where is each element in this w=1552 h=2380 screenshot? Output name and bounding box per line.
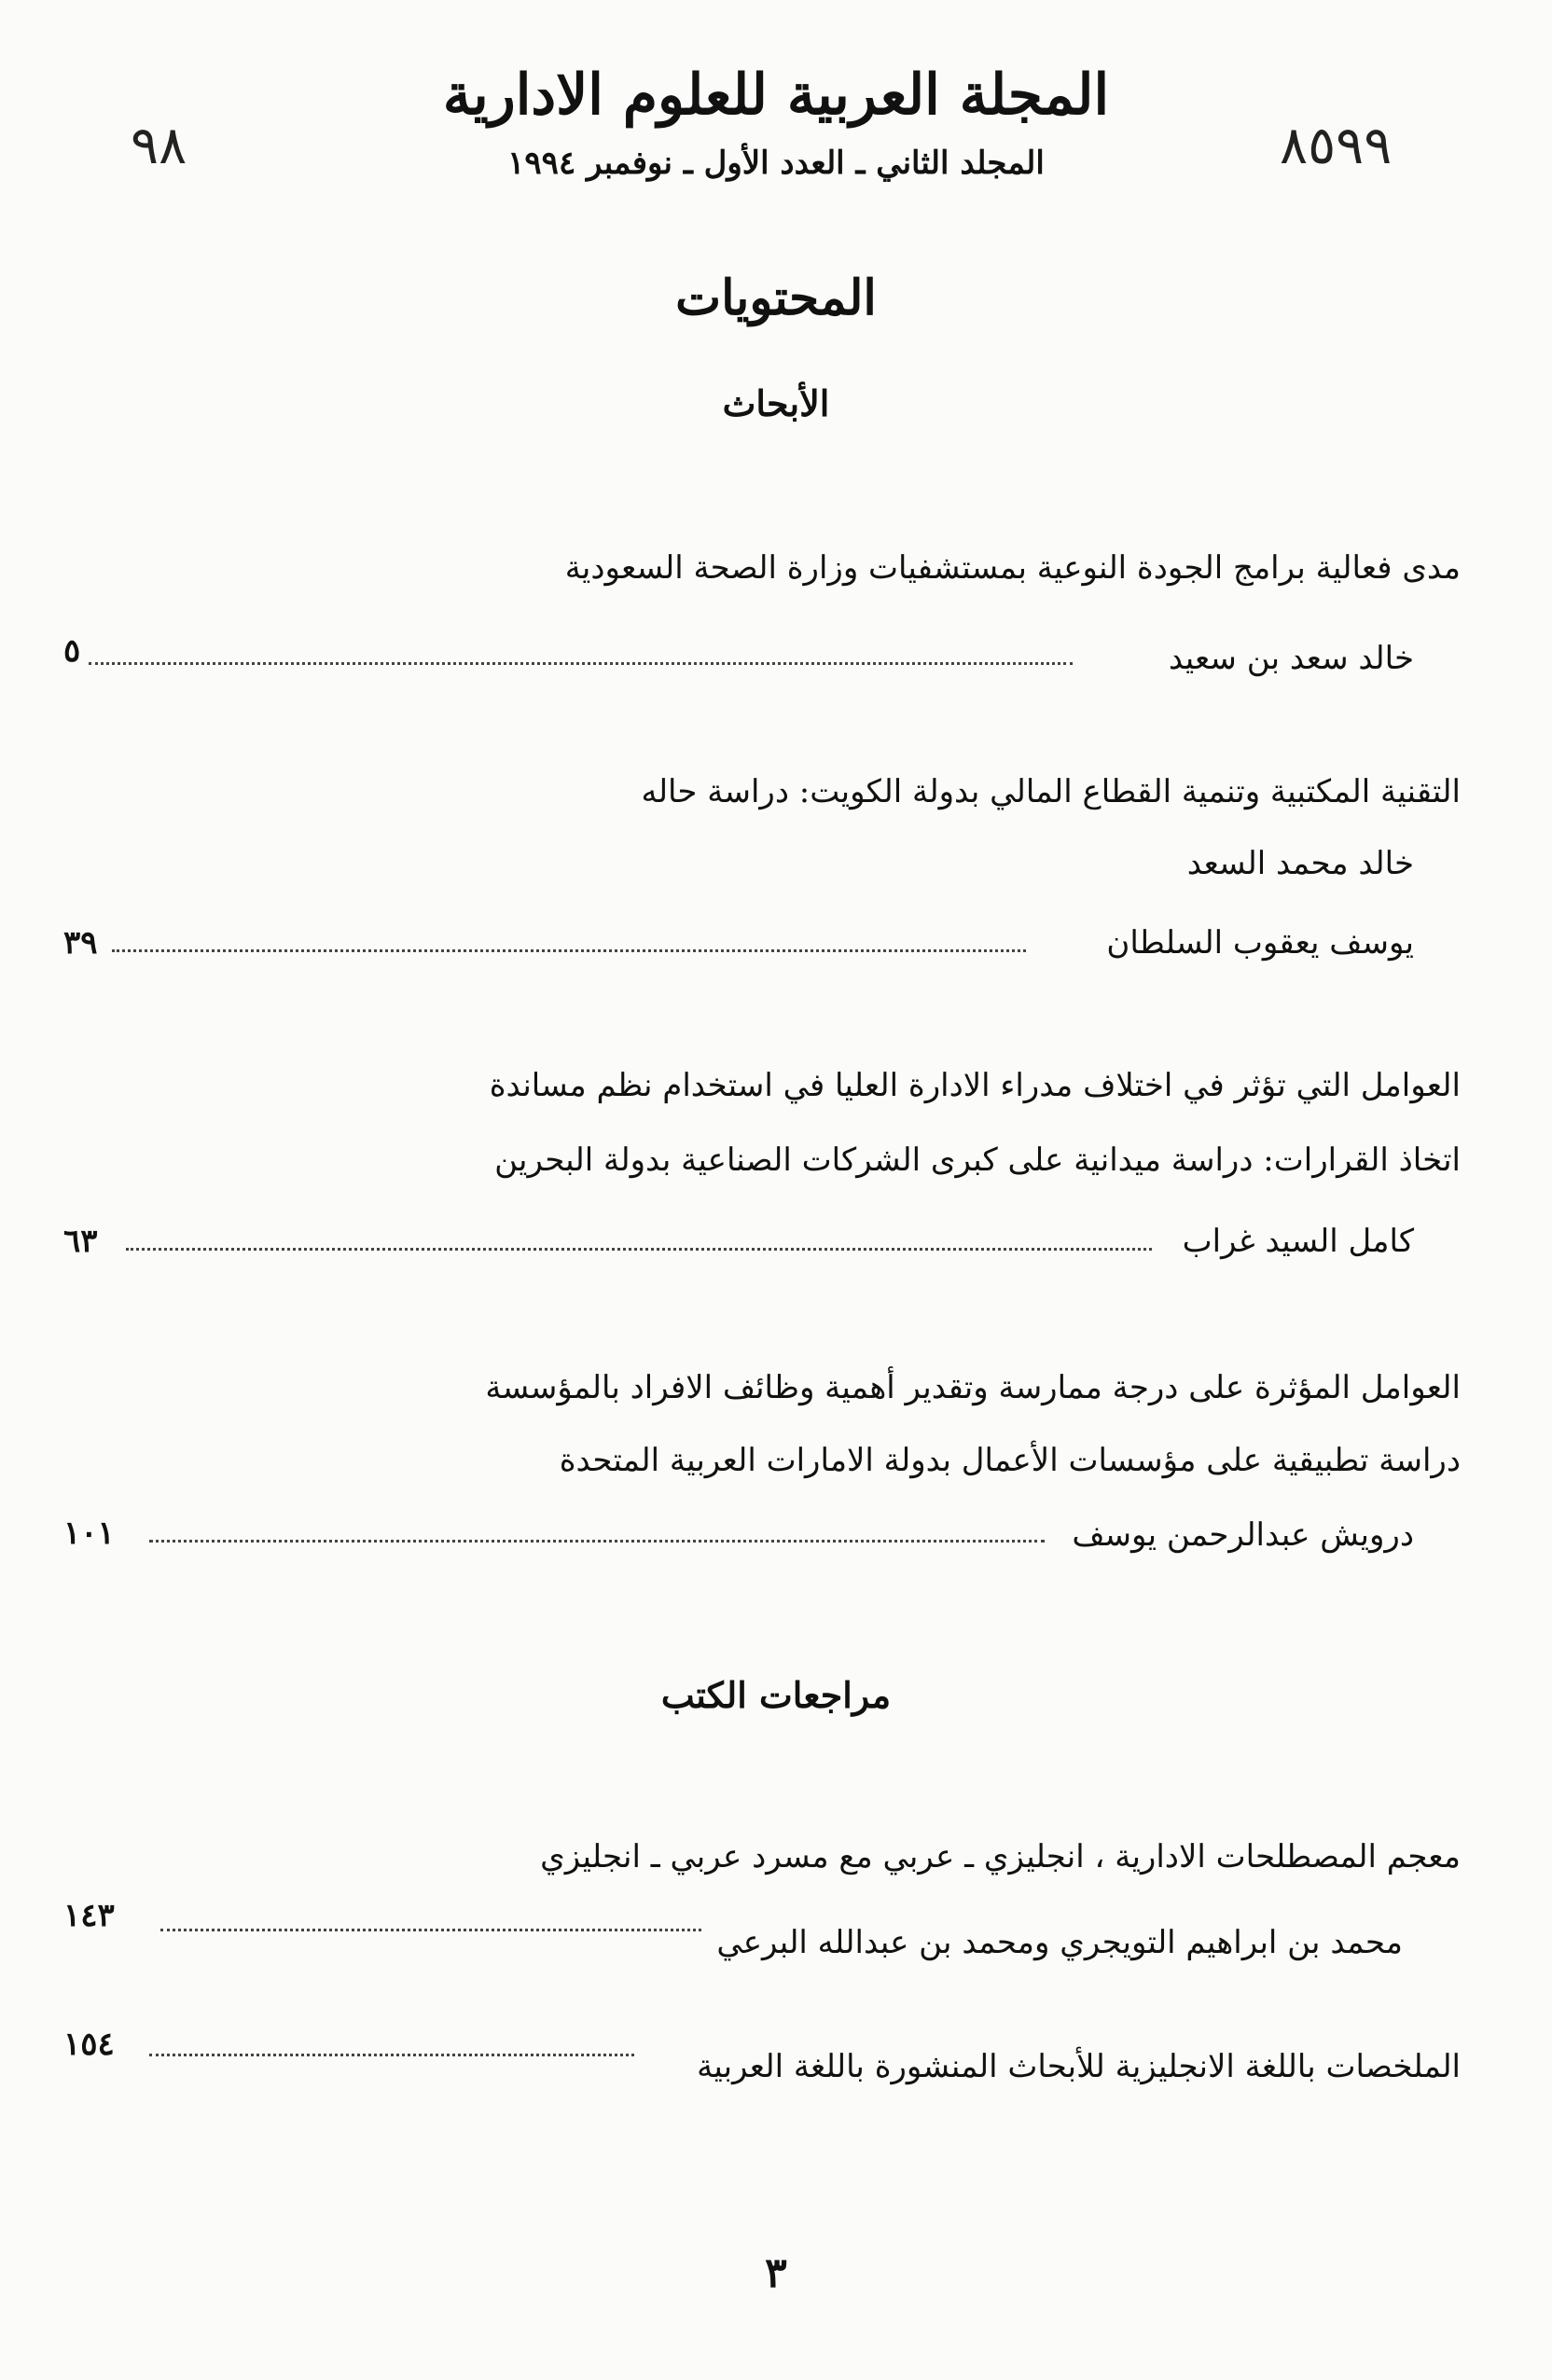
- entry-author: يوسف يعقوب السلطان: [1106, 924, 1414, 962]
- dot-leader: [160, 1927, 701, 1931]
- reviews-heading: مراجعات الكتب: [660, 1674, 892, 1716]
- dot-leader: [149, 2052, 634, 2056]
- entry-page: ٥: [63, 632, 81, 670]
- entry-page: ١٥٤: [63, 2026, 115, 2063]
- entry-author: محمد بن ابراهيم التويجري ومحمد بن عبدالله البرعي: [716, 1924, 1403, 1961]
- handwritten-note-right: ٨٥٩٩: [1280, 116, 1393, 176]
- contents-title: المحتويات: [675, 270, 877, 326]
- research-heading: الأبحاث: [722, 382, 830, 424]
- dot-leader: [112, 948, 1026, 952]
- entry-title: التقنية المكتبية وتنمية القطاع المالي بدولة الكويت: دراسة حاله: [641, 773, 1461, 810]
- entry-title: العوامل التي تؤثر في اختلاف مدراء الادارة العليا في استخدام نظم مساندة: [489, 1067, 1461, 1104]
- entry-title: معجم المصطلحات الادارية ، انجليزي ـ عربي مع مسرد عربي ـ انجليزي: [540, 1838, 1461, 1875]
- entry-page: ١٤٣: [63, 1897, 115, 1934]
- entry-title: الملخصات باللغة الانجليزية للأبحاث المنشورة باللغة العربية: [697, 2048, 1461, 2085]
- handwritten-note-left: ٩٨: [131, 116, 187, 176]
- entry-title: العوامل المؤثرة على درجة ممارسة وتقدير أهمية وظائف الافراد بالمؤسسة: [485, 1369, 1461, 1406]
- entry-author: خالد محمد السعد: [1186, 845, 1414, 882]
- dot-leader: [126, 1246, 1152, 1251]
- dot-leader: [89, 660, 1073, 665]
- entry-page: ٦٣: [63, 1223, 98, 1260]
- entry-page: ١٠١: [63, 1515, 115, 1552]
- entry-page: ٣٩: [63, 924, 98, 962]
- entry-author: درويش عبدالرحمن يوسف: [1072, 1516, 1414, 1554]
- entry-author: كامل السيد غراب: [1182, 1223, 1414, 1260]
- entry-title: اتخاذ القرارات: دراسة ميدانية على كبرى الشركات الصناعية بدولة البحرين: [494, 1142, 1461, 1179]
- journal-title: المجلة العربية للعلوم الادارية: [442, 62, 1110, 128]
- entry-author: خالد سعد بن سعيد: [1168, 640, 1414, 677]
- entry-title: مدى فعالية برامج الجودة النوعية بمستشفيات وزارة الصحة السعودية: [564, 549, 1461, 587]
- entry-title: دراسة تطبيقية على مؤسسات الأعمال بدولة الامارات العربية المتحدة: [559, 1442, 1461, 1479]
- dot-leader: [149, 1538, 1045, 1543]
- issue-info: المجلد الثاني ـ العدد الأول ـ نوفمبر ١٩٩٤: [507, 145, 1045, 182]
- page-number: ٣: [765, 2249, 787, 2297]
